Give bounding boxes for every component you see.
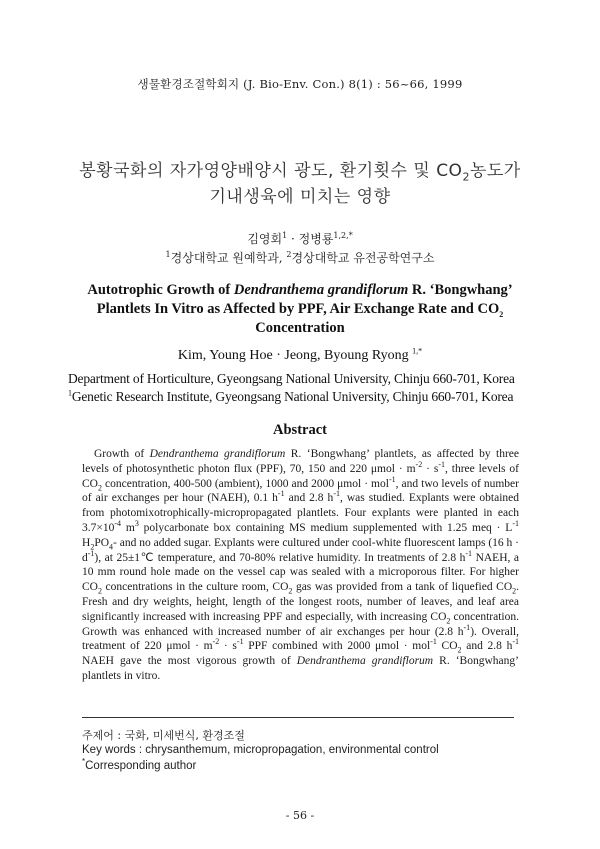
abstract-text-run: , was studied. Explants were obtained from photomixotrophically-micropropagated plantlets. Four explants were planted in each 3.7×10 — [82, 492, 519, 534]
abstract-text-run: 2 — [97, 482, 102, 492]
abstract-text-run: mol · m — [377, 462, 416, 475]
abstract-text-run: gas was provided from a tank of liquefied CO — [292, 581, 513, 594]
abstract-text-run: PPF combined with 2000 — [243, 640, 376, 653]
abstract-text-run: -1 — [465, 548, 473, 558]
abstract-text-run: 2 — [446, 616, 451, 626]
abstract-text-run: · s — [422, 462, 439, 475]
abstract-text-run: Dendranthema grandiflorum — [149, 448, 286, 460]
english-title: Autotrophic Growth of Dendranthema grandiflorum R. ‘Bongwhang’ Plantlets In Vitro as Affected by PPF, Air Exchange Rate and $CO_2$ Concentration — [87, 282, 513, 336]
abstract-text-run: 2 — [457, 645, 462, 655]
abstract-heading: Abstract — [273, 422, 327, 438]
abstract-body — [82, 447, 519, 684]
abstract-text-run: NAEH gave the most vigorous growth of — [82, 655, 297, 668]
korean-title-line2: 기내생육에 미치는 영향 — [209, 187, 391, 207]
abstract-text-run: m — [121, 521, 135, 534]
abstract-text-run: -1 — [438, 459, 445, 469]
abstract-text-run: μ — [370, 462, 378, 475]
english-keywords: Key words : chrysanthemum, micropropagation, environmental control — [82, 744, 439, 756]
abstract-text-run: μ — [166, 640, 173, 653]
abstract-text-run: μ — [337, 477, 344, 490]
abstract-text-run: 3 — [134, 519, 139, 529]
abstract-text-run: -1 — [388, 474, 396, 484]
korean-title — [60, 158, 540, 210]
abstract-text-run: -4 — [114, 519, 122, 529]
abstract-text-run: polycarbonate box containing MS medium supplemented with 1.25 meq · L — [138, 521, 513, 534]
abstract-text-run: NAEH, a 10 mm round hole made on the vessel cap was sealed with a microporous filter. For higher CO — [82, 551, 519, 594]
abstract-text-run: 2 — [90, 542, 95, 552]
abstract-text-run: H — [82, 536, 91, 549]
abstract-text-run: -1 — [87, 548, 95, 558]
abstract-text-run: . Fresh and dry weights, height, length of the longest roots, number of leaves, and leaf area significantly increased with increasing PPF and especially, with increasing CO — [82, 581, 519, 623]
page-number: - 56 - — [285, 809, 315, 822]
abstract-text-run: , three levels of CO — [82, 462, 519, 490]
abstract-text-run: 2 — [97, 586, 102, 596]
corresponding-author-note: *Corresponding author — [82, 757, 197, 772]
abstract-text-run: · s — [219, 640, 237, 653]
abstract-text-run: , and two levels of number of air exchanges per hour (NAEH), 0.1 h — [82, 477, 519, 505]
abstract-text-run: - and no added sugar. Explants were cultured under cool-white fluorescent lamps (16 h · d — [82, 536, 519, 564]
english-affiliation-2: $^1$Genetic Research Institute, Gyeongsang National University, Chinju 660-701, Korea — [68, 388, 514, 404]
abstract-text-run: -1 — [512, 637, 519, 647]
abstract-text-run: -1 — [512, 519, 519, 529]
abstract-text-run: mol · mol — [381, 640, 431, 653]
korean-title-line1: 봉황국화의 자가영양배양시 광도, 환기횟수 및 $CO_2$농도가 — [79, 161, 521, 184]
abstract-text-run: 2 — [288, 586, 293, 596]
english-affiliation-1: Department of Horticulture, Gyeongsang National University, Chinju 660-701, Korea — [68, 371, 515, 386]
abstract-text-run: -1 — [430, 637, 437, 647]
korean-keywords: 주제어 : 국화, 미세번식, 환경조절 — [82, 729, 245, 742]
abstract-text-run: -1 — [463, 622, 471, 632]
abstract-text-run: R. ‘Bongwhang’ plantlets in vitro. — [82, 655, 519, 682]
abstract-text-run: and 2.8 h — [461, 640, 513, 653]
english-authors: Kim, Young Hoe · Jeong, Byoung Ryong $^{1,*}$ — [177, 346, 423, 363]
abstract-text-run: -2 — [415, 459, 423, 469]
abstract-text-run: Growth of — [94, 448, 150, 460]
abstract-text-run: -1 — [236, 637, 244, 647]
abstract-text-run: concentration. Growth was enhanced with increased number of air exchanges per hour (2.8 h — [82, 610, 519, 638]
abstract-text-run: μ — [375, 640, 382, 653]
footnote-divider — [82, 717, 514, 718]
korean-affiliation: $^1$경상대학교 원예학과, $^2$경상대학교 유전공학연구소 — [165, 250, 435, 265]
abstract-text-run: -1 — [277, 489, 285, 499]
abstract-text-run: R. ‘Bongwhang’ plantlets, as affected by three levels of photosynthetic photon flux (PPF), 70, 150 and 220 — [82, 448, 519, 475]
abstract-text-run: 2 — [512, 586, 517, 596]
abstract-text-run: CO — [436, 640, 458, 653]
running-head: 생물환경조절학회지 (J. Bio-Env. Con.) 8(1) : 56~66, 1999 — [137, 77, 463, 91]
abstract-text-run: mol · mol — [343, 477, 389, 490]
abstract-text-run: and 2.8 h — [284, 492, 334, 505]
abstract-text-run: concentrations in the culture room, CO — [101, 581, 289, 594]
abstract-text-run: mol · m — [172, 640, 213, 653]
abstract-text-run: PO — [94, 536, 110, 549]
abstract-text-run: -2 — [212, 637, 220, 647]
abstract-text-run: ). Overall, treatment of 220 — [82, 625, 519, 653]
abstract-text-run: ), at 25±1℃ temperature, and 70-80% relative humidity. In treatments of 2.8 h — [94, 551, 466, 564]
abstract-text-run: -1 — [333, 489, 340, 499]
abstract-text-run: concentration, 400-500 (ambient), 1000 and 2000 — [101, 477, 338, 490]
abstract-text-run: Dendranthema grandiflorum — [296, 655, 434, 668]
korean-authors: 김영회$^1$ · 정병룡$^{1,2,*}$ — [247, 231, 353, 246]
abstract-text-run: 4 — [109, 542, 114, 552]
